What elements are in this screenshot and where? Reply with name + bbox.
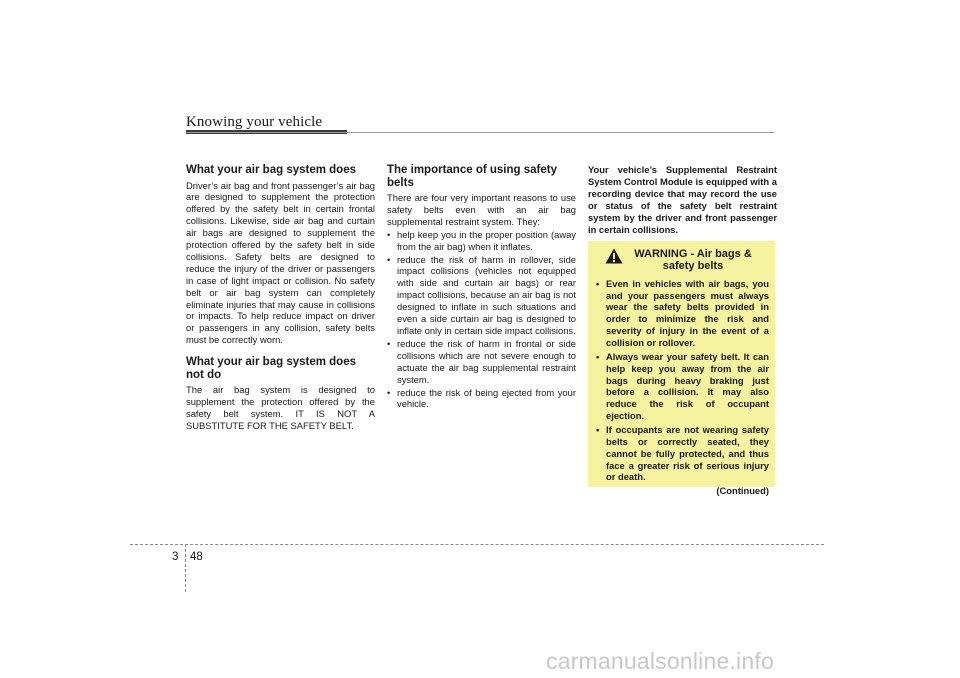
para-airbag-does-not: The air bag system is designed to supplement the protection offered by the safety belt system. IT IS NOT A SUBSTITUTE FOR THE SAFETY BELT. <box>186 384 375 431</box>
reasons-list <box>387 229 576 411</box>
page-number: 48 <box>190 551 203 563</box>
warning-box <box>588 241 775 496</box>
warning-title: WARNING - Air bags & safety belts <box>634 248 752 272</box>
column-left <box>186 164 375 442</box>
page-header-title: Knowing your vehicle <box>186 114 323 130</box>
list-item: • reduce the risk of being ejected from your vehicle. <box>387 387 576 411</box>
list-item: • help keep you in the proper position (away from the air bag) when it inflates. <box>387 229 576 253</box>
footer-divider <box>185 544 186 592</box>
heading-airbag-does: What your air bag system does <box>186 164 356 176</box>
heading-importance-belts: The importance of using safety belts <box>387 164 557 189</box>
list-item: • Always wear your safety belt. It can help keep you away from the air bags during heavy braking just before a collision. It may also reduce the risk of occupant ejection. <box>594 351 769 421</box>
footer-rule <box>130 544 824 545</box>
warning-triangle-icon <box>605 248 623 264</box>
warning-list <box>594 278 769 483</box>
list-item: • Even in vehicles with air bags, you and your passengers must always wear the safety belts provided in order to minimize the risk and severity of injury in the event of a collision or rollover. <box>594 278 769 348</box>
list-item: • reduce the risk of harm in frontal or side collisions which are not severe enough to actuate the air bag supplemental restraint system. <box>387 338 576 386</box>
warning-header <box>594 248 769 272</box>
column-right <box>588 164 777 235</box>
para-airbag-does: Driver’s air bag and front passenger’s air bag are designed to supplement the protection offered by the safety belt in certain frontal collisions. Likewise, side air bag and curtain air bags are designed to supplement the protection offered by the safety belt in side collisions. Safety belts are designed to reduce the injury of the driver or passengers in case of light impact or collision. No safety belt or air bag system can completely eliminate injuries that may cause in collisions or impacts. To help reduce impact on driver or passengers in any collision, safety belts must be correctly worn. <box>186 179 375 346</box>
para-importance-intro: There are four very important reasons to use safety belts even with an air bag supplemental restraint system. They: <box>387 192 576 227</box>
header-rule <box>186 132 774 133</box>
heading-airbag-does-not: What your air bag system does not do <box>186 356 356 381</box>
list-item: • If occupants are not wearing safety belts or correctly seated, they cannot be fully protected, and thus face a greater risk of serious injury or death. <box>594 424 769 483</box>
section-number: 3 <box>172 551 179 563</box>
para-recording-device: Your vehicle’s Supplemental Restraint System Control Module is equipped with a recording device that may record the use or status of the safety belt restraint system by the driver and front passenger in certain collisions. <box>588 164 777 235</box>
column-middle <box>387 164 576 411</box>
continued-label: (Continued) <box>716 484 769 496</box>
watermark-text: carmanualsonline.info <box>546 648 774 674</box>
list-item: • reduce the risk of harm in rollover, side impact collisions (vehicles not equipped with side and curtain air bags) or rear impact collisions, because an air bag is not designed to inflate in such situations and even a side curtain air bag is designed to inflate only in certain side impact collisions. <box>387 254 576 337</box>
